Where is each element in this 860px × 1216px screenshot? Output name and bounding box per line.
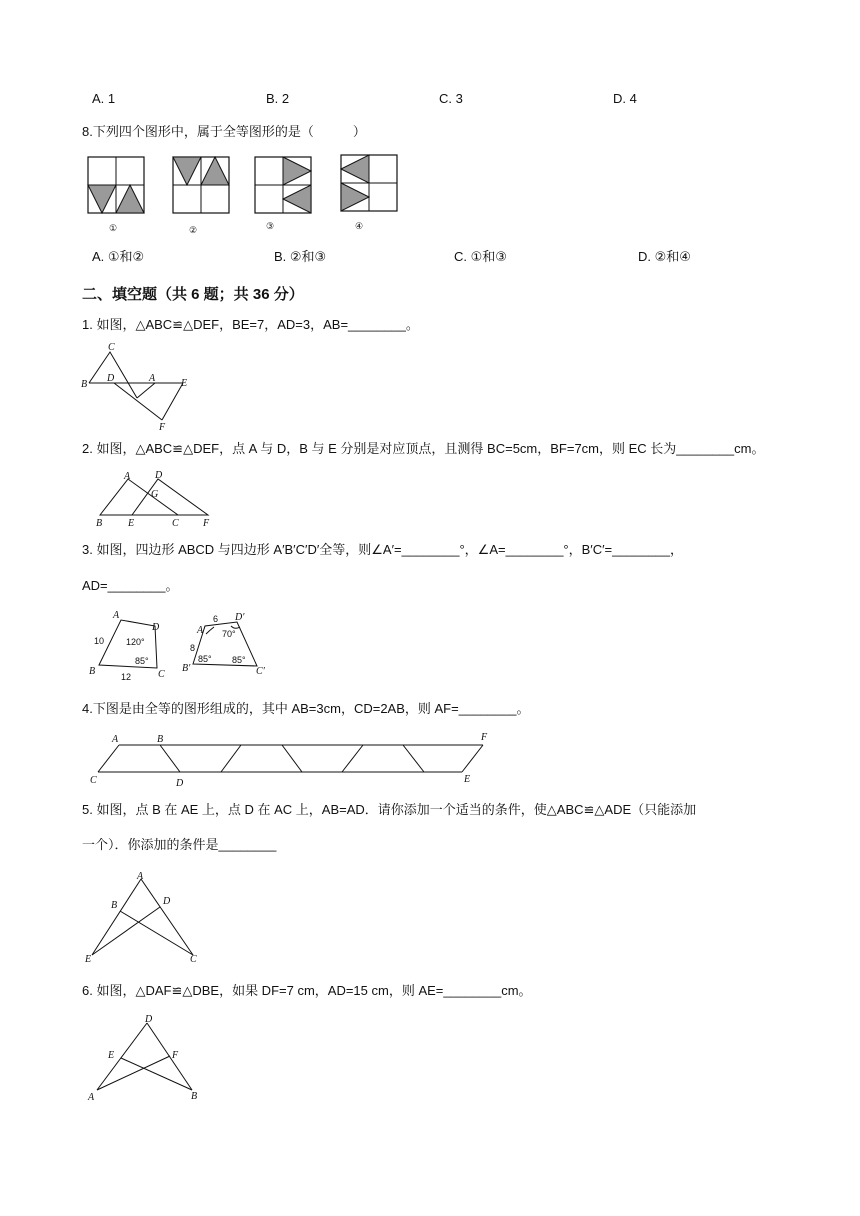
fill-q5-label-b: B <box>111 900 118 911</box>
fill-q6-label-e: E <box>108 1050 115 1061</box>
q7-option-a: A. 1 <box>92 91 116 106</box>
fill-q3-line2: AD=________。 <box>82 578 179 593</box>
fill-q3-fig2-label-d: D′ <box>235 612 245 623</box>
fill-q6-text: 6. 如图，△DAF≌△DBE，如果 DF=7 cm，AD=15 cm，则 AE=________cm。 <box>82 983 532 998</box>
q7-option-c: C. 3 <box>439 91 463 106</box>
fill-q6-label-f: F <box>172 1050 179 1061</box>
fill-q4-label-a: A <box>112 734 119 745</box>
fill-q3-fig1-label-a: A <box>113 610 120 621</box>
fill-q6-label-b: B <box>191 1091 198 1102</box>
fill-q3-fig2-angle-b: 85° <box>198 654 212 664</box>
fill-q2-label-e: E <box>128 518 135 529</box>
fill-q5-label-c: C <box>190 954 197 965</box>
fill-q2-label-f: F <box>203 518 210 529</box>
fill-q2-text: 2. 如图，△ABC≌△DEF，点 A 与 D，B 与 E 分别是对应顶点，且测得 BC=5cm，BF=7cm，则 EC 长为________cm。 <box>82 441 765 456</box>
fill-q4-label-f: F <box>481 732 488 743</box>
fill-q5-label-e: E <box>85 954 92 965</box>
fill-q3-line1: 3. 如图，四边形 ABCD 与四边形 A′B′C′D′全等，则∠A′=________°，∠A=________°，B′C′=________， <box>82 542 683 557</box>
fill-q3-fig1-angle-d: 120° <box>126 637 145 647</box>
q8-option-a: A. ①和② <box>92 249 145 264</box>
q7-option-b: B. 2 <box>266 91 290 106</box>
fill-q3-fig2-side-top: 6 <box>213 614 219 624</box>
fill-q1-label-a: A <box>149 373 156 384</box>
q8-option-b: B. ②和③ <box>274 249 327 264</box>
q8-stem: 8.下列四个图形中，属于全等图形的是（ ） <box>82 124 366 139</box>
fill-q4-label-c: C <box>90 775 97 786</box>
fill-q5-label-a: A <box>137 871 144 882</box>
fill-q1-text: 1. 如图，△ABC≌△DEF，BE=7，AD=3，AB=________。 <box>82 317 419 332</box>
fill-q3-fig2-label-a: A′ <box>197 625 206 636</box>
fill-q5-line2: 一个）．你添加的条件是________ <box>82 837 277 852</box>
fill-q1-label-c: C <box>108 342 115 353</box>
fill-q1-label-d: D <box>107 373 115 384</box>
q8-option-c: C. ①和③ <box>454 249 507 264</box>
fill-q3-fig1-side-left: 10 <box>94 636 105 646</box>
fill-q4-label-e: E <box>464 774 471 785</box>
fill-q3-fig1-label-b: B <box>89 666 96 677</box>
q8-figure-label-4: ④ <box>355 221 364 231</box>
q8-option-d: D. ②和④ <box>638 249 691 264</box>
q7-option-d: D. 4 <box>613 91 637 106</box>
fill-q5-label-d: D <box>163 896 171 907</box>
fill-q2-label-a: A <box>124 471 131 482</box>
fill-q2-label-g: G <box>151 489 159 500</box>
section-heading: 二、填空题（共 6 题；共 36 分） <box>82 286 304 303</box>
fill-q3-fig1-side-bottom: 12 <box>121 672 132 682</box>
fill-q6-label-a: A <box>88 1092 95 1103</box>
fill-q4-label-d: D <box>176 778 184 789</box>
fill-q3-fig2-side-left: 8 <box>190 643 196 653</box>
fill-q6-label-d: D <box>145 1014 153 1025</box>
fill-q3-fig1-label-c: C <box>158 669 165 680</box>
fill-q5-line1: 5. 如图，点 B 在 AE 上，点 D 在 AC 上，AB=AD．请你添加一个适当的条件，使△ABC≌△ADE（只能添加 <box>82 802 697 817</box>
fill-q4-label-b: B <box>157 734 164 745</box>
fill-q3-fig2-label-c: C′ <box>256 666 265 677</box>
fill-q2-label-b: B <box>96 518 103 529</box>
fill-q4-text: 4.下图是由全等的图形组成的，其中 AB=3cm，CD=2AB，则 AF=________。 <box>82 701 530 716</box>
fill-q2-label-d: D <box>155 470 163 481</box>
fill-q3-fig1-label-d: D <box>152 622 160 633</box>
fill-q3-fig2-angle-c: 85° <box>232 655 246 665</box>
fill-q2-label-c: C <box>172 518 179 529</box>
q8-figure-label-2: ② <box>189 225 198 235</box>
fill-q1-label-f: F <box>159 422 166 433</box>
fill-q1-label-e: E <box>181 378 188 389</box>
fill-q3-fig1-angle-c: 85° <box>135 656 149 666</box>
q8-figure-label-3: ③ <box>266 221 275 231</box>
fill-q3-fig2-angle-d: 70° <box>222 629 236 639</box>
fill-q1-label-b: B <box>81 379 88 390</box>
fill-q3-fig2-label-b: B′ <box>182 663 191 674</box>
q8-figure-label-1: ① <box>109 223 118 233</box>
